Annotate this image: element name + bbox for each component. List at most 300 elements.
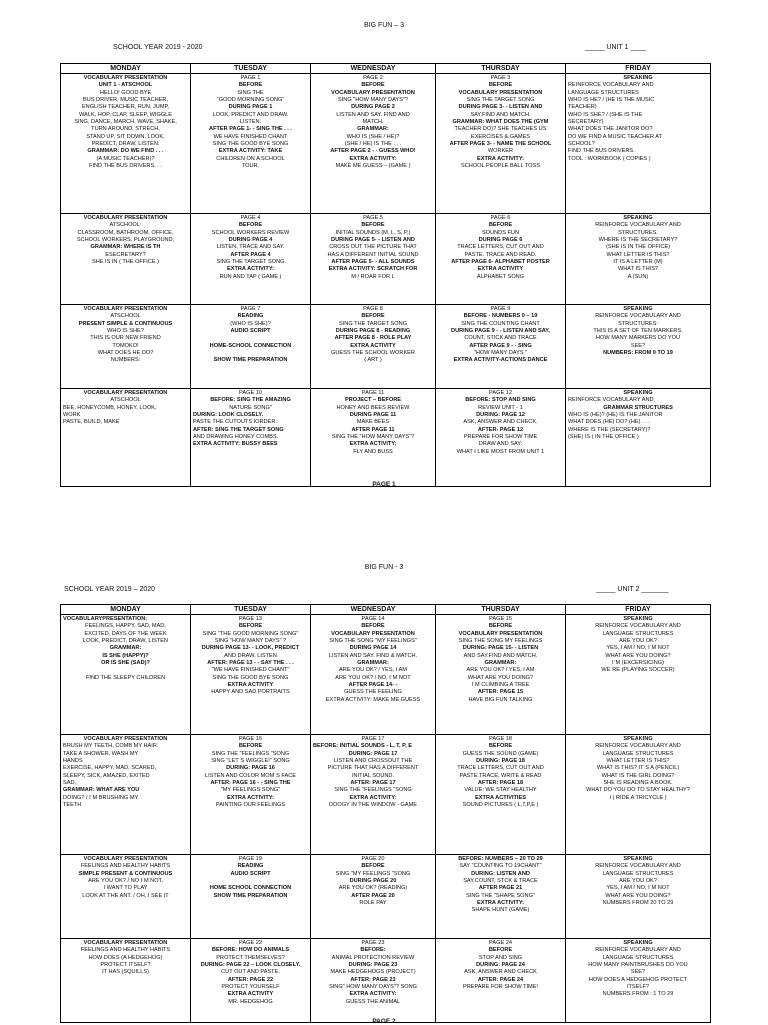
- cell-line: FIND THE BUS DRIVERS. . .: [89, 163, 162, 170]
- cell-line: WORKER: [487, 148, 514, 155]
- cell-line: EXTRA ACTIVITY:: [349, 794, 397, 801]
- cell-line: SING THE GOOD BYE SONG: [212, 674, 289, 681]
- cell-line: PREDICT, DRAW, LISTEN.: [91, 141, 160, 148]
- cell-line: GRAMMAR: WHAT DOES THE (GYM: [452, 119, 549, 126]
- cell-line: ATSCHOOL:: [109, 222, 142, 229]
- cell-line: FEELINGS AND HEALTHY HABITS: [80, 947, 171, 954]
- cell-line: AFTER PAGE 6- ALPHABET POSTER: [451, 259, 550, 266]
- cell-line: BEFORE: STOP AND SING: [465, 397, 536, 404]
- cell-line: BEFORE: [238, 82, 263, 89]
- plan-row-2: [61, 214, 711, 305]
- cell-line: SIMPLE PRESENT & CONTINUOUS: [78, 870, 173, 877]
- cell-line: ESECRETARY?: [105, 251, 146, 258]
- cell-line: DURING: LOOK CLOSELY.: [193, 412, 264, 419]
- cell-line: EXTRA ACTIVITY: MAKE ME GUESS: [325, 696, 421, 703]
- cell-line: LISTEN AND SAY. FIND AND: [336, 111, 410, 118]
- cell-line: VOCABULARY PRESENTATION: [458, 630, 543, 637]
- cell-line: NATURE SONG": [229, 404, 272, 411]
- cell-line: BEFORE: NUMBERS – 20 TO 29: [458, 856, 543, 862]
- cell-line: EXTRA ACTIVITY: BUSSY BEES: [193, 441, 278, 448]
- cell-tuesday: [191, 214, 311, 305]
- cell-line: VOCABULARY PRESENTATION: [331, 89, 415, 96]
- cell-line: AFTER: PAGE 15: [477, 689, 524, 696]
- cell-line: EXTRA ACTIVITY: [477, 266, 524, 273]
- cell-monday: [61, 855, 191, 939]
- cell-line: TAKE A SHOWER, WASH MY: [63, 750, 139, 757]
- cell-line: GUESS THE SCHOOL WORKER: [331, 350, 415, 357]
- cell-line: BEFORE: [361, 222, 385, 229]
- cell-line: SING THE "FEELINGS "SONG: [334, 787, 412, 794]
- cell-line: NUMBERS FROM : 1 TO 29: [602, 991, 674, 998]
- cell-line: STRUCTURES.: [618, 229, 658, 236]
- school-year: SCHOOL YEAR 2019 – 2020: [64, 586, 156, 593]
- cell-line: AND DRAW. LISTEN: [224, 652, 277, 659]
- cell-line: PAGE 20: [361, 856, 385, 862]
- cell-line: PAGE 24: [489, 940, 512, 946]
- cell-line: WHO IS SHE? / (SHE IS THE: [568, 111, 643, 118]
- cell-line: GUESS THE SOUND (GAME): [462, 750, 539, 757]
- school-year: SCHOOL YEAR 2019 - 2020: [113, 44, 203, 51]
- cell-line: AFTER: PAGE 13 - - SAY THE . . .: [207, 660, 294, 667]
- cell-wednesday: [311, 74, 436, 214]
- plan-row-1: [61, 74, 711, 214]
- cell-line: EXERCISES & GAMES: [470, 133, 531, 140]
- weekly-plan-table: [60, 63, 711, 487]
- cell-line: BRUSH MY TEETH, COMB MY HAIR: [63, 743, 157, 750]
- cell-line: EXTRA ACTIVITIES: [475, 794, 526, 801]
- cell-line: VOCABULARY PRESENTATION: [458, 89, 543, 96]
- cell-line: GRAMMAR:: [357, 126, 389, 133]
- cell-line: HAS A DIFFERENT INITIAL SOUND: [327, 251, 419, 258]
- cell-line: PAGE 9: [490, 306, 511, 312]
- cell-line: AFTER: PAGE 17: [350, 780, 396, 787]
- plan-row-4: [61, 939, 711, 1023]
- cell-line: DOING? / I´M BRUSHING MY: [63, 794, 139, 801]
- weekly-plan-table: [60, 604, 711, 1023]
- header-thursday: THURSDAY: [436, 605, 566, 615]
- cell-line: FEELINGS, HAPPY, SAD, MAD,: [85, 623, 166, 630]
- cell-line: PREPARE FOR SHOW TIME!: [462, 984, 538, 991]
- cell-line: PASTE.TRACE, WRITE & READ: [459, 772, 542, 779]
- header-thursday: THURSDAY: [436, 64, 566, 74]
- cell-line: WHAT LETTER IS THIS?: [606, 251, 670, 258]
- cell-line: DURING PAGE 13- - LOOK, PREDICT: [201, 645, 300, 652]
- cell-line: WHAT IS THIS?: [617, 266, 659, 273]
- header-tuesday: TUESDAY: [191, 64, 311, 74]
- cell-line: ALPHABET SONG: [476, 273, 525, 280]
- cell-line: GRAMMAR STRUCTURES: [603, 404, 673, 411]
- cell-line: ARE YOU OK? / NO, I´M NOT: [335, 674, 411, 681]
- cell-line: VOCABULARY PRESENTATION: [331, 630, 415, 637]
- cell-line: BEFORE: [488, 947, 513, 954]
- cell-line: VALUE: WE STAY HEALTHY: [464, 787, 537, 794]
- cell-line: BEFORE: [361, 313, 385, 320]
- cell-line: AFTER PAGE 21: [478, 885, 523, 892]
- cell-line: TOMOKO!: [112, 342, 139, 349]
- cell-line: HAVE BIG FUN TALKING: [468, 696, 533, 703]
- cell-line: SING THE GOOD BYE SONG: [212, 141, 289, 148]
- cell-line: BEFORE: [488, 623, 513, 630]
- cell-line: I WANT TO PLAY: [103, 885, 148, 892]
- cell-line: EXTRA ACTIVITY:: [476, 900, 525, 907]
- cell-line: "WE HAVE FINISHED CHANT": [211, 667, 290, 674]
- lesson-plan-page-2: [0, 548, 768, 1024]
- cell-friday: [566, 735, 711, 855]
- cell-line: MAKE BEES: [356, 419, 390, 426]
- cell-line: WHAT DOES (HE) DO? (HE) . . .: [568, 419, 650, 426]
- cell-line: DURING: PAGE 22 – LOOK CLOSELY.: [200, 962, 301, 969]
- cell-line: AFTER PAGE 2 - - GUESS WHO!: [330, 148, 416, 155]
- cell-line: WHERE IS THE (SECRETARY)?: [568, 426, 651, 433]
- cell-line: VOCABULARY PRESENTATION: [83, 856, 168, 862]
- cell-line: SING THE TARGET SONG: [339, 320, 407, 327]
- unit-label: _____ UNIT 2 _______: [596, 586, 669, 593]
- cell-line: WHO IS (HE)? (HE) IS THE JANITOR: [568, 412, 663, 419]
- cell-line: AFTER PAGE 20: [351, 892, 395, 899]
- cell-line: READING: [237, 313, 264, 320]
- plan-row-2: [61, 735, 711, 855]
- cell-line: AFTER: PAGE 24: [477, 976, 524, 983]
- cell-line: "GOOD MORNING SONG": [216, 97, 285, 104]
- cell-line: PRESENT SIMPLE & CONTINUOUS: [78, 320, 173, 327]
- cell-line: NUMBERS:: [110, 357, 141, 364]
- plan-row-1: [61, 615, 711, 735]
- cell-line: AFTER PAGE 5- - ALL SOUNDS: [331, 259, 415, 266]
- cell-line: (A MUSIC TEACHER)?: [96, 155, 155, 162]
- cell-line: (SHE IS IN THE OFFICE): [606, 244, 670, 251]
- cell-line: DURING PAGE 20: [349, 878, 397, 885]
- cell-line: A (SUN): [627, 273, 649, 280]
- cell-friday: [566, 855, 711, 939]
- cell-line: CROSS OUT THE PICTURE THAT: [329, 244, 417, 251]
- cell-line: ENGLISH TEACHER, RUN, JUMP,: [81, 104, 170, 111]
- cell-line: ASK, ANSWER AND CHECK.: [463, 419, 538, 426]
- cell-line: VOCABULARY PRESENTATION: [83, 215, 168, 221]
- cell-line: SING" HOW MANY DAYS"? SONG: [329, 984, 417, 991]
- cell-line: DURING PAGE 14: [349, 645, 397, 652]
- cell-line: PASTE. TRACE AND READ.: [464, 251, 537, 258]
- cell-line: PASTE, BUILD, MAKE: [63, 419, 120, 426]
- cell-line: VOCABULARY PRESENTATION: [83, 940, 168, 946]
- cell-line: HOW DOES A HEDGEHOG PROTECT: [588, 976, 688, 983]
- cell-line: (WHO IS SHE)?: [230, 320, 271, 327]
- cell-line: PROTECT THEMSELVES?: [216, 954, 285, 961]
- cell-line: INITIAL SOUND.: [351, 772, 395, 779]
- cell-line: LANGUAGE STRUCTURES: [602, 750, 674, 757]
- cell-line: BEFORE: SING THE AMAZING: [210, 397, 291, 404]
- cell-line: BEFORE: [361, 863, 385, 870]
- cell-line: BEFORE: [361, 623, 385, 630]
- cell-line: PAGE 13: [239, 616, 262, 622]
- cell-line: SHAPE HUNT (GAME): [471, 907, 530, 914]
- cell-line: READING: [237, 863, 264, 870]
- cell-line: AFTER PAGE 8 - ROLE PLAY: [334, 335, 412, 342]
- cell-line: SING THE TARGET SONG: [216, 259, 285, 266]
- cell-line: SING THE "FEELINGS "SONG: [211, 750, 290, 757]
- cell-line: EXTRA ACTIVITY:: [226, 794, 275, 801]
- cell-line: SING THE COUNTING CHANT: [461, 320, 540, 327]
- cell-line: BEFORE: [238, 743, 263, 750]
- cell-line: PAINTING OUR FEELINGS: [215, 802, 286, 809]
- cell-line: TEETH: [63, 802, 82, 809]
- cell-line: AFTER PAGE 11: [351, 426, 395, 433]
- cell-line: SCHOOL?: [568, 141, 595, 148]
- cell-line: [193, 350, 308, 357]
- cell-line: AFTER: SING THE TARGET SONG: [193, 426, 284, 433]
- cell-line: PREPARE FOR SHOW TIME: [463, 434, 538, 441]
- cell-line: GRAMMAR:: [484, 660, 517, 667]
- cell-line: VOCABULARY PRESENTATION: [83, 736, 168, 742]
- cell-line: DURING PAGE 11: [349, 412, 397, 419]
- cell-line: SECRETARY): [568, 119, 604, 126]
- cell-line: "MY FEELINGS SONG": [220, 787, 281, 794]
- cell-tuesday: [191, 74, 311, 214]
- cell-line: I ( RIDE A TRICYCLE ): [609, 794, 667, 801]
- cell-line: LANGUAGE STRUCTURES: [602, 870, 674, 877]
- cell-line: DURING: PAGE 23: [348, 962, 398, 969]
- cell-line: EXTRA ACTIVITY;: [349, 441, 397, 448]
- cell-line: FLY AND BUSS: [353, 448, 393, 455]
- cell-line: NUMBERS FROM 20 TO 29: [602, 900, 674, 907]
- cell-line: YES, I AM / NO, I´M NOT: [606, 645, 670, 652]
- cell-line: SPEAKING: [623, 616, 653, 622]
- cell-line: MR. HEDGEHOG: [228, 998, 273, 1005]
- cell-line: AFTER: PAGE 22: [227, 976, 274, 983]
- cell-line: ARE YOU OK? / YES, I AM: [339, 667, 407, 674]
- document-title: BIG FUN - 3: [364, 564, 404, 571]
- cell-tuesday: [191, 615, 311, 735]
- cell-tuesday: [191, 305, 311, 389]
- cell-line: ASK, ANSWER AND CHECK: [464, 969, 537, 976]
- cell-line: REINFORCE VOCABULARY AND: [595, 313, 681, 320]
- cell-line: VOCABULARY PRESENTATION: [83, 75, 168, 81]
- cell-line: ROLE PAY: [359, 900, 387, 907]
- cell-line: GRAMMAR: WHERE IS TH: [90, 244, 161, 251]
- cell-line: SHOW TIME PREPARATION: [213, 892, 288, 899]
- cell-friday: [566, 305, 711, 389]
- cell-line: BEFORE: [488, 82, 513, 89]
- cell-line: SHOW TIME PREPARATION: [213, 357, 288, 364]
- cell-line: ARE YOU OK? / YES, I AM: [466, 667, 535, 674]
- header-monday: MONDAY: [61, 64, 191, 74]
- cell-line: DURING: PAGE 24: [476, 962, 525, 969]
- cell-line: REINFORCE VOCABULARY AND: [595, 947, 681, 954]
- cell-line: EXTRA ACTIVITY-ACTIONS DANCE: [453, 357, 548, 364]
- cell-line: HOW MANY PAINTBRUSHES DO YOU: [588, 962, 688, 969]
- cell-line: TOOL : WORKBOOK ( COPIES ): [568, 155, 651, 162]
- cell-line: DURING: PAGE 12: [476, 412, 525, 419]
- cell-line: GRAMMAR: DO WE FIND . . .: [87, 148, 164, 155]
- cell-line: HOW MANY MARKERS DO YOU: [595, 335, 681, 342]
- cell-line: SEE?: [630, 342, 646, 349]
- cell-line: SAD,: [63, 780, 77, 787]
- cell-line: TEACHER DO)? SHE TEACHES US: [454, 126, 547, 133]
- cell-line: RUN AND TAP ( GAME ): [219, 273, 282, 280]
- cell-thursday: [436, 389, 566, 487]
- cell-line: HOME SCHOOL CONNECTION: [209, 885, 292, 892]
- header-tuesday: TUESDAY: [191, 605, 311, 615]
- cell-line: DO WE FIND A MUSIC TEACHER AT: [568, 133, 662, 140]
- cell-monday: [61, 305, 191, 389]
- plan-row-3: [61, 305, 711, 389]
- cell-line: WHAT IS THIS? IT´S A (PENCIL): [596, 765, 680, 772]
- cell-line: (SHE / HE) IS THE . . .: [344, 141, 402, 148]
- cell-line: DURING: PAGE 15- - LISTEN: [462, 645, 539, 652]
- cell-line: SING THE SONG "MY FEELINGS": [329, 638, 417, 645]
- cell-line: DURING PAGE 4: [228, 237, 273, 244]
- cell-line: EXTRA ACTIVITY: TAKE: [218, 148, 283, 155]
- header-row: [61, 64, 711, 74]
- cell-monday: [61, 389, 191, 487]
- cell-line: [63, 667, 188, 674]
- cell-line: ATSCHOOL: [110, 313, 141, 320]
- cell-line: "HOW MANY DAYS ": [473, 350, 528, 357]
- cell-monday: [61, 615, 191, 735]
- cell-line: AFTER- PAGE 12: [477, 426, 524, 433]
- cell-line: FEELINGS AND HEALTHY HABITS: [80, 863, 171, 870]
- cell-line: SPEAKING: [623, 736, 653, 742]
- cell-line: BEFORE: [361, 82, 385, 89]
- cell-line: EXTRA ACTIVITY: SCRATCH FOR: [328, 266, 418, 273]
- cell-line: THIS IS OUR NEW FRIEND: [90, 335, 161, 342]
- cell-line: LANGUAGE STRUCTURES: [602, 630, 674, 637]
- cell-line: PAGE 14: [361, 616, 385, 622]
- cell-line: WHAT I LIKE MOST FROM UNIT 1: [456, 448, 545, 455]
- cell-wednesday: [311, 214, 436, 305]
- cell-line: DURING PAGE 5- - LISTEN AND: [331, 237, 415, 244]
- header-wednesday: WEDNESDAY: [311, 605, 436, 615]
- cell-line: TEACHER): [568, 104, 597, 111]
- cell-line: HOW DOES (A HEDGEHOG): [88, 954, 163, 961]
- cell-line: SING "HOW MANY DAYS"?: [338, 97, 408, 104]
- cell-line: PAGE 8: [363, 306, 383, 312]
- cell-line: AFTER PAGE 3- - NAME THE SCHOOL: [449, 141, 552, 148]
- cell-wednesday: [311, 855, 436, 939]
- cell-thursday: [436, 939, 566, 1023]
- cell-line: REINFORCE VOCABULARY AND: [595, 623, 681, 630]
- cell-thursday: [436, 615, 566, 735]
- cell-line: EXTRA ACTIVITY:: [349, 155, 397, 162]
- cell-line: WHAT ARE YOU DOING?: [605, 892, 671, 899]
- cell-line: M / ROAR FOR L: [351, 273, 395, 280]
- cell-wednesday: [311, 389, 436, 487]
- cell-line: WHO IS (SHE / HE)?: [346, 133, 400, 140]
- cell-line: SING THE: [237, 89, 264, 96]
- cell-line: PICTURE THAT HAS A DIFFERENT: [327, 765, 419, 772]
- cell-line: AUDIO SCRIPT: [230, 328, 271, 335]
- cell-line: ARE YOU OK?: [619, 638, 657, 645]
- cell-line: FIND THE BUS DRIVERS.: [568, 148, 635, 155]
- cell-line: MAKE ME GUESS – (GAME ): [335, 163, 411, 170]
- header-friday: FRIDAY: [566, 605, 711, 615]
- cell-line: [193, 335, 308, 342]
- cell-line: LANGUAGE STRUCTURES: [568, 89, 639, 96]
- cell-line: SAY.COUNT, STCK & TRACE: [463, 878, 538, 885]
- cell-line: BEFORE: [238, 222, 263, 229]
- cell-line: DURING PAGE 3- - LISTEN AND: [458, 104, 543, 111]
- cell-line: SING THE "SHAPE SONG": [466, 892, 535, 899]
- cell-line: (SHE) IS ( IN THE OFFICE ): [568, 434, 639, 441]
- cell-line: SPEAKING: [623, 940, 653, 946]
- cell-line: COUNT, STICK AND TRACE: [464, 335, 537, 342]
- cell-line: SAY "COUNTING TO 19CHANT": [459, 863, 542, 870]
- cell-line: DURING: PAGE 18: [476, 758, 525, 765]
- cell-line: PAGE 3: [490, 75, 511, 81]
- cell-line: AFTER PAGE 14- -: [348, 682, 398, 689]
- cell-line: SPEAKING: [623, 75, 653, 81]
- cell-line: SING, DANCE, MARCH, WAVE, SHAKE,: [74, 119, 177, 126]
- cell-line: HAPPY AND SAD PORTRAITS: [211, 689, 290, 696]
- cell-line: STOP AND SING: [478, 954, 523, 961]
- cell-line: AFTER PAGE 4: [230, 251, 271, 258]
- cell-line: SPEAKING: [623, 390, 653, 396]
- cell-line: LISTEN AND SAY. FIND & MATCH.: [328, 652, 418, 659]
- cell-line: VOCABULARY PRESENTATION: [83, 390, 168, 396]
- cell-tuesday: [191, 939, 311, 1023]
- cell-line: PAGE 23: [361, 940, 385, 946]
- cell-line: DURING PAGE 9 - - LISTEN AND SAY,: [451, 328, 550, 335]
- cell-line: PAGE 17: [361, 736, 385, 742]
- cell-line: WHERE IS THE SECRETARY?: [598, 237, 678, 244]
- cell-line: ITSELF?: [626, 984, 650, 991]
- cell-line: PAGE 4: [240, 215, 261, 221]
- cell-line: PAGE 19: [239, 856, 262, 862]
- cell-line: SOUNDS FUN: [482, 229, 519, 236]
- cell-line: SING "HOW MANY DAYS" ?: [214, 638, 287, 645]
- cell-line: PAGE 12: [489, 390, 512, 396]
- cell-line: I´M CLIMBING A TREE: [471, 682, 530, 689]
- header-wednesday: WEDNESDAY: [311, 64, 436, 74]
- cell-line: TRACE LETTERS, CUT OUT AND: [457, 244, 544, 251]
- cell-line: BEE, HONEYCOMB, HONEY, LOOK,: [63, 404, 157, 411]
- cell-thursday: [436, 214, 566, 305]
- cell-line: AFTER: PAGE 18: [477, 780, 524, 787]
- cell-line: ARE YOU OK?: [619, 878, 657, 885]
- cell-line: WE HAVE FINISHED CHANT: [213, 133, 288, 140]
- cell-line: IT HAS (SQUILLS): [102, 969, 149, 976]
- cell-line: BEFORE: INITIAL SOUNDS - L, T, P, E: [313, 743, 412, 750]
- cell-thursday: [436, 74, 566, 214]
- header-row: [61, 605, 711, 615]
- cell-line: PAGE 6: [490, 215, 511, 221]
- cell-line: DURING PAGE 8 - READING: [335, 328, 411, 335]
- cell-monday: [61, 214, 191, 305]
- cell-line: PAGE 1: [240, 75, 261, 81]
- cell-line: [193, 878, 308, 885]
- cell-line: GRAMMAR:: [109, 645, 142, 652]
- cell-line: WHAT LETTER IS THIS?: [606, 758, 670, 765]
- cell-line: BEFORE - NUMBERS 0 – 19: [463, 313, 538, 320]
- cell-line: SOUND PICTURES ( L,T,P,E ): [462, 802, 539, 809]
- cell-line: SPEAKING: [623, 306, 653, 312]
- cell-line: ( ART ): [364, 357, 382, 364]
- cell-line: SCHOOL PEOPLE BALL TOSS: [461, 163, 540, 170]
- cell-line: SPEAKING: [623, 856, 653, 862]
- cell-friday: [566, 389, 711, 487]
- cell-line: AUDIO SCRIPT: [230, 870, 271, 877]
- header-friday: FRIDAY: [566, 64, 711, 74]
- cell-tuesday: [191, 389, 311, 487]
- cell-line: STAND UP, SIT DOWN, LOOK,: [86, 133, 165, 140]
- cell-tuesday: [191, 735, 311, 855]
- cell-line: CHILDREN ON A SCHOOL: [216, 155, 285, 162]
- cell-line: PAGE 16: [239, 736, 262, 742]
- cell-line: REVIEW UNIT - 1: [478, 404, 523, 411]
- cell-line: AND SAY.FIND AND MATCH.: [463, 652, 538, 659]
- cell-line: REINFORCE VOCABULARY AND: [595, 222, 681, 229]
- cell-line: AND DRAWING HONEY COMBS.: [193, 434, 279, 441]
- cell-line: DRAW AND SAY:: [478, 441, 523, 448]
